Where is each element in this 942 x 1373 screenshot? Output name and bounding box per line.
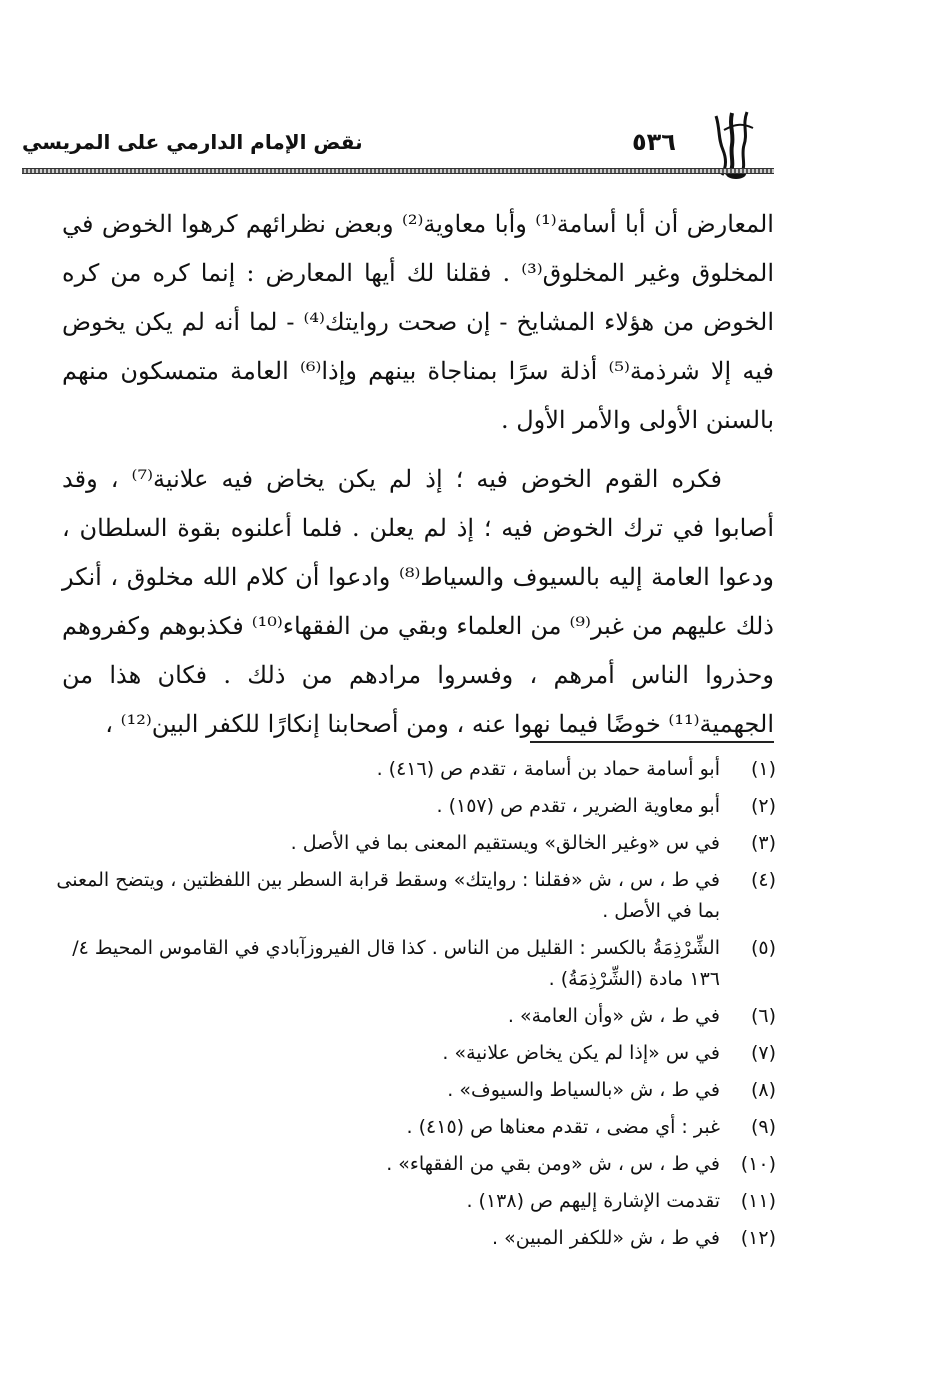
footnote-text: الشِّرْذِمَةُ بالكسر : القليل من الناس . كذا قال الفيروزآبادي في القاموس المحيط ٤/ ١٣٦ مادة (الشِّرْذِمَةُ) . [72,937,720,990]
page-header [22,114,774,184]
footnote-text: أبو أسامة حماد بن أسامة ، تقدم ص (٤١٦) . [376,758,720,780]
footnote-number: (٦) [750,1005,776,1027]
footnote-item [48,1223,776,1254]
footnote-item [48,1149,776,1180]
footnote-number: (٥) [750,937,776,959]
footnote-number: (١٠) [740,1153,776,1175]
footnote-item [48,754,776,785]
main-text [62,200,774,749]
running-title: نقض الإمام الدارمي على المريسي [22,130,363,154]
page-number: ٥٣٦ [632,128,676,156]
footnote-text: في ط ، ش «للكفر المبين» . [492,1227,720,1249]
footnote-number: (٩) [750,1116,776,1138]
footnote-number: (٢) [750,795,776,817]
footnote-text: في ط ، ش «بالسياط والسيوف» . [447,1079,720,1101]
main-paragraph-1: المعارض أن أبا أسامة⁽¹⁾ وأبا معاوية⁽²⁾ وبعض نظرائهم كرهوا الخوض في المخلوق وغير المخلوق⁽³⁾ . فقلنا لك أيها المعارض : إنما كره من كره الخوض من هؤلاء المشايخ - إن صحت روايتك⁽⁴⁾ - لما أنه لم يكن يخوض فيه إلا شرذمة⁽⁵⁾ أذلة سرًا بمناجاة بينهم وإذا⁽⁶⁾ العامة متمسكون منهم بالسنن الأولى والأمر الأول . [62,210,774,434]
footnote-separator [530,741,774,743]
footnote-item [48,1186,776,1217]
main-paragraph-2: فكره القوم الخوض فيه ؛ إذ لم يكن يخاض فيه علانية⁽⁷⁾ ، وقد أصابوا في ترك الخوض فيه ؛ إذ لم يعلن . فلما أعلنوه بقوة السلطان ، ودعوا العامة إليه بالسيوف والسياط⁽⁸⁾ وادعوا أن كلام الله مخلوق ، أنكر ذلك عليهم من غبر⁽⁹⁾ من العلماء وبقي من الفقهاء⁽¹⁰⁾ فكذبوهم وكفروهم وحذروا الناس أمرهم ، وفسروا مرادهم من ذلك . فكان هذا من الجهمية⁽¹¹⁾ خوضًا فيما نهوا عنه ، ومن أصحابنا إنكارًا للكفر البين⁽¹²⁾ ، [62,465,774,738]
footnote-number: (١٢) [740,1227,776,1249]
footnote-item [48,933,776,995]
header-rule [22,168,774,174]
footnote-item [48,1112,776,1143]
footnote-number: (٨) [750,1079,776,1101]
footnote-item [48,865,776,927]
footnote-item [48,1038,776,1069]
footnote-number: (١١) [740,1190,776,1212]
footnote-text: في ط ، س ، ش «ومن بقي من الفقهاء» . [386,1153,720,1175]
footnote-item [48,791,776,822]
footnote-number: (٤) [750,869,776,891]
footnotes-list [48,754,776,1260]
footnote-text: في س «إذا لم يكن يخاض علانية» . [442,1042,720,1064]
footnote-text: أبو معاوية الضرير ، تقدم ص (١٥٧) . [436,795,720,817]
footnote-number: (٧) [750,1042,776,1064]
footnote-text: في ط ، س ، ش «فقلنا : روايتك» وسقط قرابة السطر بين اللفظتين ، ويتضح المعنى بما في الأصل . [56,869,720,922]
footnote-number: (٣) [750,832,776,854]
footnote-item [48,828,776,859]
footnote-text: غبر : أي مضى ، تقدم معناها ص (٤١٥) . [406,1116,720,1138]
footnote-item [48,1001,776,1032]
footnote-item [48,1075,776,1106]
footnote-text: في س «وغير الخالق» ويستقيم المعنى بما في الأصل . [290,832,720,854]
footnote-number: (١) [750,758,776,780]
footnote-text: تقدمت الإشارة إليهم ص (١٣٨) . [466,1190,720,1212]
footnote-text: في ط ، ش «وأن العامة» . [507,1005,720,1027]
